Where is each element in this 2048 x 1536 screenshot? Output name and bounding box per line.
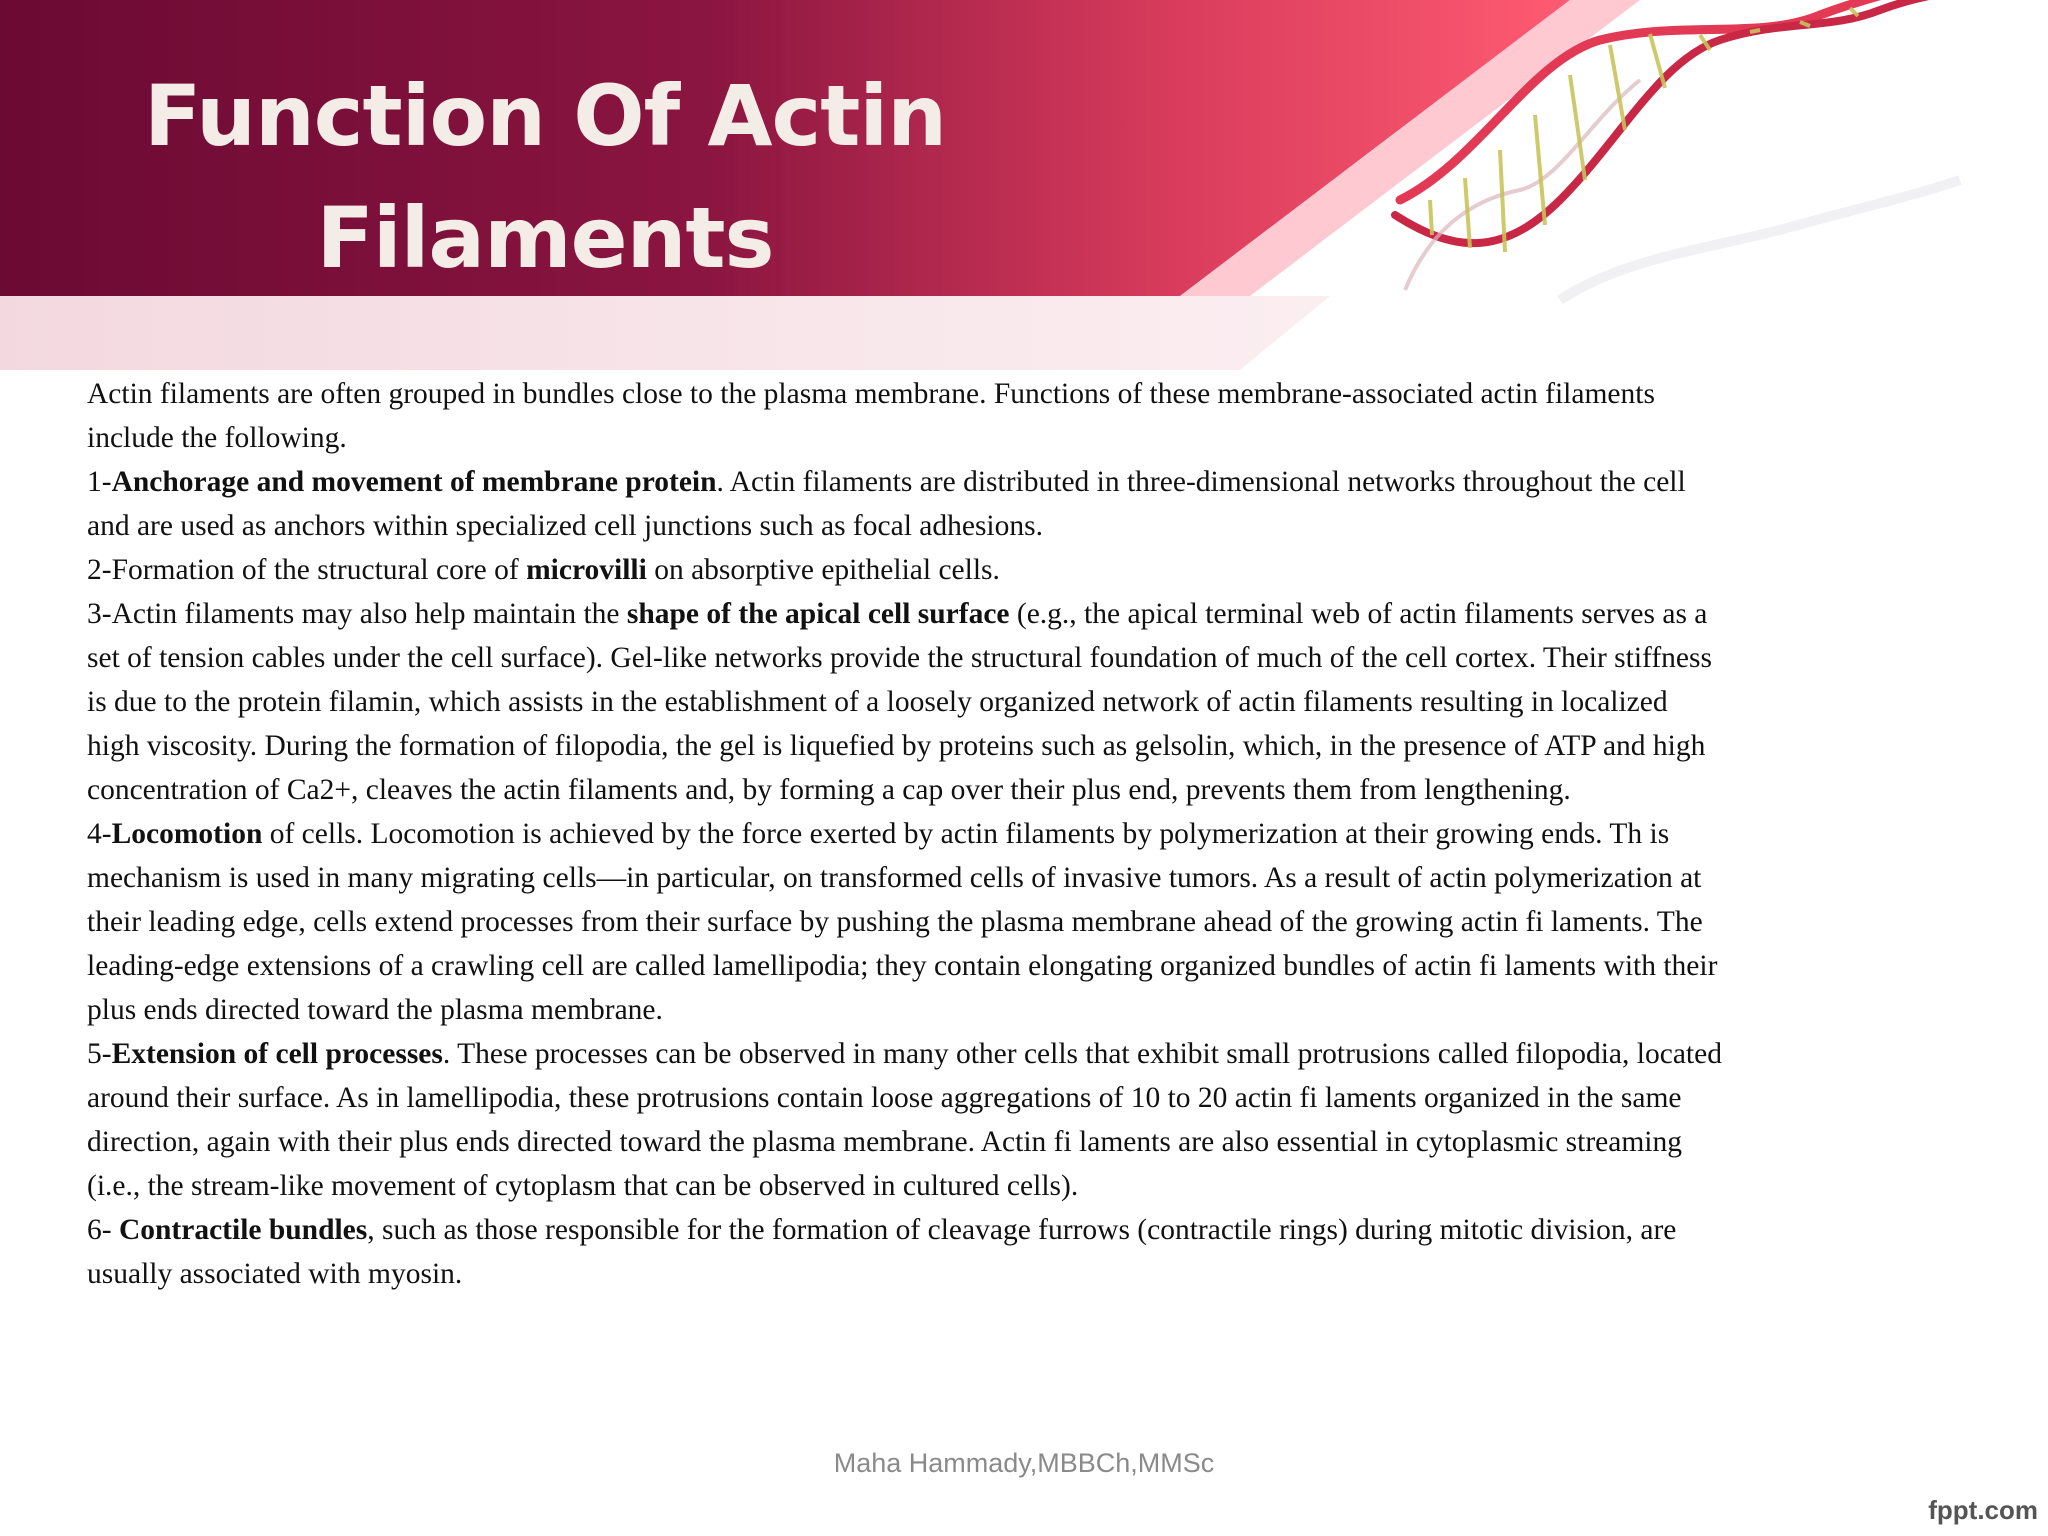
list-item xyxy=(87,548,1727,592)
item-bold-term: Anchorage and movement of membrane protein xyxy=(111,466,717,498)
item-bold-term: Contractile bundles xyxy=(118,1214,368,1246)
list-item xyxy=(87,812,1727,1032)
item-number: 2- xyxy=(87,554,112,586)
intro-paragraph: Actin filaments are often grouped in bundles close to the plasma membrane. Functions of these membrane-associated actin filaments include the following. xyxy=(87,378,1655,454)
brand-watermark: fppt.com xyxy=(1928,1495,2038,1525)
item-number: 6- xyxy=(87,1214,119,1246)
item-text: on absorptive epithelial cells. xyxy=(646,554,1000,586)
item-text: . These processes can be observed in many other cells that exhibit small protrusions called filopodia, located around their surface. As in lamellipodia, these protrusions contain loose aggregations of 10 to 20 actin fi laments organized in the same direction, again with their plus ends directed toward the plasma membrane. Actin fi laments are also essential in cytoplasmic streaming (i.e., the stream-like movement of cytoplasm that can be observed in cultured cells). xyxy=(87,1038,1722,1202)
list-item xyxy=(87,592,1727,812)
slide-footer-author: Maha Hammady,MBBCh,MMSc xyxy=(833,1448,1215,1478)
list-item xyxy=(87,460,1727,548)
item-number: 5- xyxy=(87,1038,112,1070)
item-lead: Actin filaments may also help maintain the xyxy=(111,598,627,630)
item-bold-term: shape of the apical cell surface xyxy=(626,598,1010,630)
list-item xyxy=(87,1032,1727,1208)
item-text: , such as those responsible for the formation of cleavage furrows (contractile rings) during mitotic division, are usually associated with myosin. xyxy=(87,1214,1677,1290)
item-text: . Actin filaments are distributed in three-dimensional networks throughout the cell and are used as anchors within specialized cell junctions such as focal adhesions. xyxy=(87,466,1686,542)
item-number: 3- xyxy=(87,598,112,630)
item-bold-term: microvilli xyxy=(526,554,647,586)
item-lead: Formation of the structural core of xyxy=(111,554,527,586)
slide-body xyxy=(87,372,1727,1296)
item-text: (e.g., the apical terminal web of actin filaments serves as a set of tension cables under the cell surface). Gel-like networks provide the structural foundation of much of the cell cortex. Their stiffness is due to the protein filamin, which assists in the establishment of a loosely organized network of actin filaments resulting in localized high viscosity. During the formation of filopodia, the gel is liquefied by proteins such as gelsolin, which, in the presence of ATP and high concentration of Ca2+, cleaves the actin filaments and, by forming a cap over their plus end, prevents them from lengthening. xyxy=(87,598,1712,806)
item-number: 4- xyxy=(87,818,112,850)
banner-pale-band xyxy=(0,296,1330,370)
item-bold-term: Extension of cell processes xyxy=(111,1038,443,1070)
list-item xyxy=(87,1208,1727,1296)
item-text: of cells. Locomotion is achieved by the force exerted by actin filaments by polymerization at their growing ends. Th is mechanism is used in many migrating cells—in particular, on transformed cells of invasive tumors. As a result of actin polymerization at their leading edge, cells extend processes from their surface by pushing the plasma membrane ahead of the growing actin fi laments. The leading-edge extensions of a crawling cell are called lamellipodia; they contain elongating organized bundles of actin fi laments with their plus ends directed toward the plasma membrane. xyxy=(87,818,1718,1026)
slide-title: Function Of Actin Filaments xyxy=(143,67,947,287)
item-number: 1- xyxy=(87,466,112,498)
item-bold-term: Locomotion xyxy=(111,818,263,850)
